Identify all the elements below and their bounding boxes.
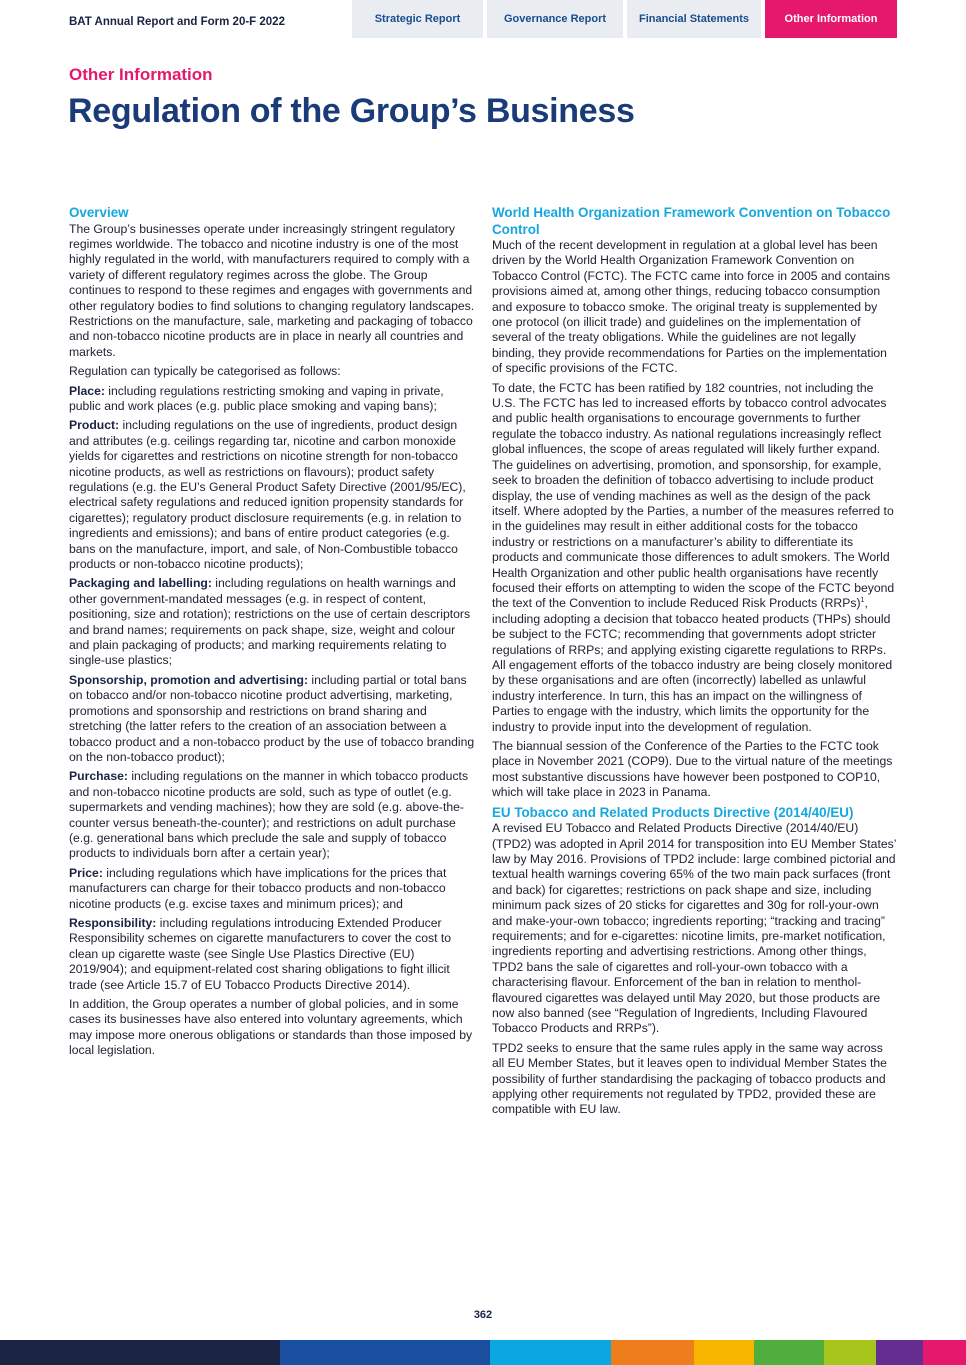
category-text: including regulations on health warnings and other government-mandated messages (e.g. in respect of content, positioning, size and rotation); restrictions on the use of certain descriptors and brand names; requirements on pack shape, size, weight and colour and plain packaging of products; and marking requirements relating to single-use plastics; <box>69 576 471 668</box>
tab-governance-report[interactable]: Governance Report <box>487 0 623 38</box>
closing-paragraph: In addition, the Group operates a number of global policies, and in some cases its businesses have also entered into voluntary agreements, which may impose more onerous obligations or standards than those imposed by local legislation. <box>69 997 473 1058</box>
category-sponsorship <box>69 673 475 765</box>
who-paragraph-2 <box>492 381 898 735</box>
section-tabs <box>352 0 897 38</box>
tab-other-information[interactable]: Other Information <box>765 0 897 38</box>
overview-heading: Overview <box>69 205 129 220</box>
category-place <box>69 384 475 415</box>
page-number: 362 <box>473 1309 493 1321</box>
eu-tpd-heading: EU Tobacco and Related Products Directive (2014/40/EU) <box>492 804 854 820</box>
category-term: Product: <box>69 418 120 433</box>
category-responsibility <box>69 916 475 993</box>
category-text: including regulations on the manner in which tobacco products and non-tobacco nicotine products are sold, such as type of outlet (e.g. supermarkets and vending machines); how they are sold (e.g. above-the-counter versus beneath-the-counter); and restrictions on adult purchase (e.g. generational bans which preclude the sale and supply of tobacco products to individuals born after a certain year); <box>69 769 469 861</box>
category-text: including regulations which have implications for the prices that manufacturers can charge for their tobacco products and non-tobacco nicotine products (e.g. excise taxes and minimum prices); and <box>69 865 447 911</box>
who-text: To date, the FCTC has been ratified by 182 countries, not including the U.S. The FCTC has led to increased efforts by tobacco control advocates and public health organisations to encourage governments to further regulate the tobacco industry. As national regulations increasingly reflect global influences, the scope of areas regulated will likely further expand. The guidelines on advertising, promotion, and sponsorship, for example, seek to broaden the definition of tobacco advertising to include product display, the use of vending machines as well as the design of the pack itself. Where adopted by the Parties, a number of the measures referred to in the guidelines may result in either additional costs for the tobacco industry or restrictions on a manufacturer’s ability to differentiate its products and communicate those differences to adult smokers. The World Health Organization and other public health organisations have recently focused their efforts on attempting to widen the scope of the FCTC beyond the text of the Convention to include Reduced Risk Products (RRPs) <box>492 380 895 611</box>
footnote-marker[interactable]: 1 <box>860 597 865 605</box>
overview-paragraph: The Group’s businesses operate under increasingly stringent regulatory regimes worldwide. The tobacco and nicotine industry is one of the most highly regulated in the world, with manufacturers required to comply with a variety of different regulatory regimes across the globe. The Group continues to respond to these regimes and engages with governments and other regulatory bodies to find solutions to changing regulatory landscapes. Restrictions on the manufacture, sale, marketing and packaging of tobacco and non-tobacco nicotine products are in place in nearly all countries and markets. <box>69 221 475 359</box>
category-text: including regulations restricting smoking and vaping in private, public and work places (e.g. public place smoking and vaping bans); <box>69 383 444 413</box>
category-text: including regulations introducing Extended Producer Responsibility schemes on cigarette manufacturers to cover the cost to clean up cigarette waste (see Single Use Plastics Directive (EU) 2019/904); and equipment-related cost sharing obligations to fight illicit trade (see Article 15.7 of EU Tobacco Products Directive 2014). <box>69 915 452 992</box>
stripe-segment <box>824 1340 876 1365</box>
report-title: BAT Annual Report and Form 20-F 2022 <box>69 16 285 28</box>
tab-financial-statements[interactable]: Financial Statements <box>627 0 761 38</box>
category-text: including regulations on the use of ingredients, product design and attributes (e.g. ceilings regarding tar, nicotine and carbon monoxide yields for cigarettes and restrictions on nicotine strength for non-tobacco nicotine products, as well as restrictions on flavours); product safety regulations (e.g. the EU’s General Product Safety Directive (2001/95/EC), electrical safety regulations and reduced ignition propensity standards for cigarettes); regulatory product disclosure requirements (e.g. in relation to ingredients and emissions); and bans of entire product categories (e.g. bans on the manufacture, import, and sale, of Non-Combustible tobacco products or non-tobacco nicotine products); <box>69 418 466 572</box>
eu-paragraph-1: A revised EU Tobacco and Related Products Directive (2014/40/EU) (TPD2) was adopted in April 2014 for transposition into EU Member States’ law by May 2016. Provisions of TPD2 include: large combined pictorial and textual health warnings covering 65% of the two main pack surfaces (front and back) for cigarettes; restrictions on pack shape and size, including minimum pack sizes of 20 sticks for cigarettes and 30g for roll-your-own and make-your-own tobacco; ingredients reporting; “tracking and tracing” requirements; and for e-cigarettes: nicotine limits, pre-market notification, ingredients reporting and advertising restrictions. Among other things, TPD2 bans the sale of cigarettes and roll-your-own tobacco with a characterising flavour. Enforcement of the ban in relation to menthol-flavoured cigarettes was delayed until May 2020, but those products are now also banned (see “Regulation of Ingredients, Including Flavoured Tobacco Products and RRPs”). <box>492 821 896 1036</box>
page-title: Regulation of the Group’s Business <box>68 92 635 130</box>
category-text: including partial or total bans on tobacco and/or non-tobacco nicotine product advertising, marketing, promotions and sponsorship and restrictions on brand sharing and stretching (the latter refers to the creation of an association between a tobacco product and a non-tobacco product by the use of tobacco branding on the non-tobacco product); <box>69 672 475 764</box>
category-purchase <box>69 769 475 861</box>
category-term: Purchase: <box>69 769 128 784</box>
category-term: Packaging and labelling: <box>69 576 212 591</box>
stripe-segment <box>694 1340 754 1365</box>
eu-paragraph-2: TPD2 seeks to ensure that the same rules apply in the same way across all EU Member States, but it leaves open to individual Member States the possibility of further standardising the packaging of tobacco products and applying other requirements not regulated by TPD2, provided these are compatible with EU law. <box>492 1040 887 1117</box>
who-paragraph-1: Much of the recent development in regulation at a global level has been driven by the World Health Organization Framework Convention on Tobacco Control (FCTC). The FCTC came into force in 2005 and contains provisions aimed at, among other things, reducing tobacco consumption and exposure to tobacco smoke. The original treaty is supplemented by one protocol (on illicit trade) and guidelines on the implementation of several of the treaty obligations. While the guidelines are not legally binding, they provide recommendations for Parties on the implementation of specific provisions of the FCTC. <box>492 238 891 376</box>
category-term: Price: <box>69 865 103 880</box>
category-term: Sponsorship, promotion and advertising: <box>69 672 309 687</box>
stripe-segment <box>876 1340 923 1365</box>
stripe-segment <box>923 1340 966 1365</box>
category-packaging <box>69 576 475 668</box>
footer-color-stripe <box>0 1340 966 1365</box>
who-text: , including adopting a decision that tobacco heated products (THPs) should be subject to the FCTC; recommending that governments adopt stricter regulations of RRPs; and applying existing cigarette regulations to RRPs. All engagement efforts of the tobacco industry are being closely monitored by these organisations and are often (incorrectly) labelled as unlawful industry interference. In turn, this has an impact on the willingness of Parties to engage with the industry, which limits the opportunity for the industry to provide input into the development of regulation. <box>492 596 893 734</box>
who-fctc-heading: World Health Organization Framework Convention on Tobacco Control <box>492 205 891 237</box>
who-paragraph-3: The biannual session of the Conference of the Parties to the FCTC took place in November 2021 (COP9). Due to the virtual nature of the meetings most substantive discussions have however been postponed to COP10, which will take place in 2023 in Panama. <box>492 739 893 800</box>
category-term: Responsibility: <box>69 915 157 930</box>
category-term: Place: <box>69 383 105 398</box>
stripe-segment <box>754 1340 824 1365</box>
stripe-segment <box>0 1340 280 1365</box>
tab-strategic-report[interactable]: Strategic Report <box>352 0 483 38</box>
left-column <box>69 205 475 1063</box>
category-product <box>69 418 475 572</box>
category-price <box>69 866 475 912</box>
stripe-segment <box>611 1340 694 1365</box>
right-column <box>492 205 898 1122</box>
section-label: Other Information <box>69 65 213 84</box>
categories-intro: Regulation can typically be categorised as follows: <box>69 364 341 379</box>
stripe-segment <box>280 1340 490 1365</box>
stripe-segment <box>490 1340 611 1365</box>
